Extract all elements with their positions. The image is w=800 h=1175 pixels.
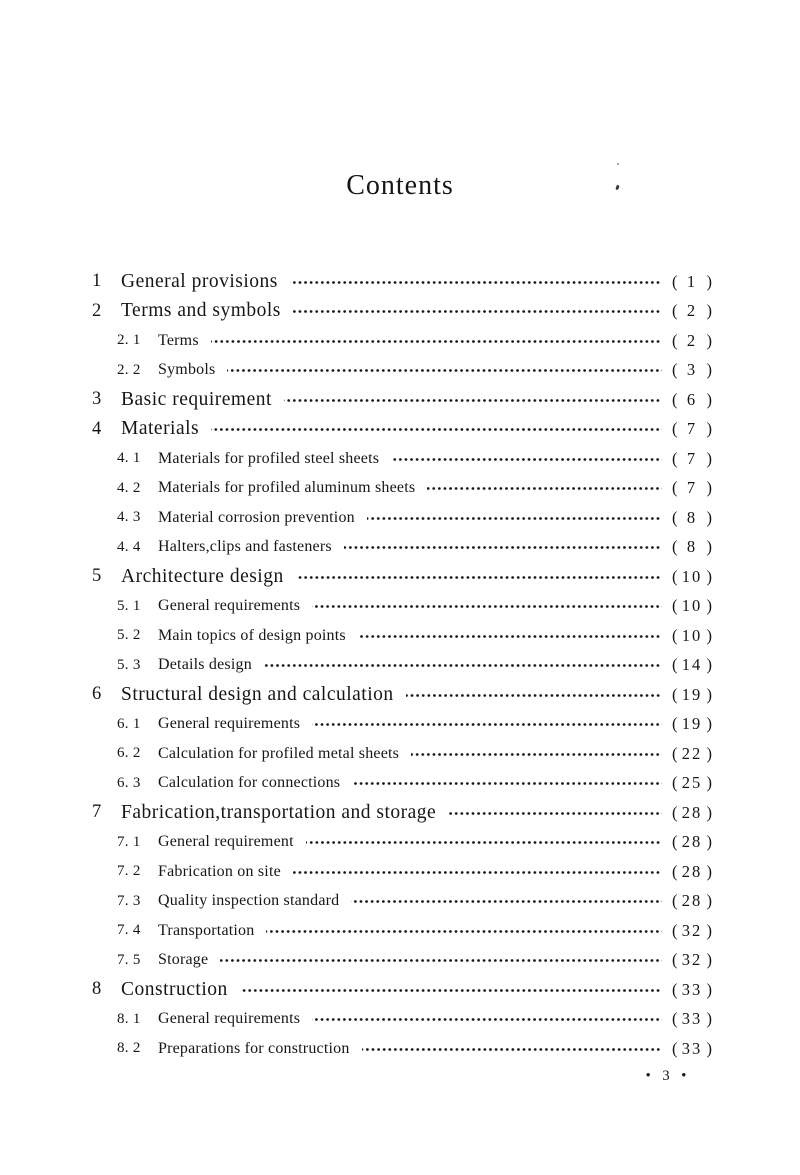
toc-entry-number: 6. 3 [117, 774, 141, 791]
toc-entry-page-number: ( 28 [681, 832, 703, 852]
toc-entry-number: 4 [92, 418, 102, 439]
toc-entry-label: Preparations for construction [158, 1039, 350, 1057]
toc-entry-page [672, 1039, 712, 1059]
toc-entry-number: 7 [92, 802, 102, 823]
toc-entry-number: 7. 1 [117, 833, 141, 850]
toc-entry [92, 533, 712, 563]
toc-entry-page-number: ( 1 [686, 271, 698, 291]
toc-entry-page [672, 419, 712, 439]
toc-entry-label: Storage [158, 951, 209, 969]
toc-entry-number: 2. 1 [117, 332, 141, 349]
toc-entry-label: Materials [121, 418, 200, 440]
toc-entry-page-number: ( 22 [681, 743, 703, 763]
toc-entry-label: Transportation [158, 921, 255, 939]
dot-leader [290, 281, 662, 284]
toc-entry-label: Architecture design [121, 565, 284, 587]
toc-entry-page-number: ( 2 [686, 330, 698, 350]
toc-entry [92, 474, 712, 504]
toc-entry-page-number: ( 14 [681, 655, 703, 675]
dot-leader [391, 458, 662, 461]
toc-entry-label: Halters,clips and fasteners [158, 538, 332, 556]
dot-leader [427, 487, 662, 490]
dot-leader [351, 900, 662, 903]
dot-leader [367, 517, 662, 520]
toc-entry-label: General requirements [158, 1010, 301, 1028]
toc-entry-number: 6. 1 [117, 715, 141, 732]
toc-entry-label: Fabrication,transportation and storage [121, 801, 437, 823]
dot-leader [358, 635, 662, 638]
toc-entry-number: 5. 1 [117, 597, 141, 614]
dot-leader [293, 310, 662, 313]
toc-entry-page-number: ( 33 [681, 979, 703, 999]
dot-leader [220, 959, 662, 962]
toc-entry-page-number: ( 19 [681, 714, 703, 734]
dot-leader [312, 723, 662, 726]
dot-leader [312, 605, 662, 608]
toc-entry [92, 444, 712, 474]
toc-entry-number: 3 [92, 389, 102, 410]
toc-entry-page-number: ( 7 [686, 419, 698, 439]
toc-entry-page [672, 891, 712, 911]
toc-entry-page-number: ( 8 [686, 507, 698, 527]
dot-leader [312, 1018, 662, 1021]
dot-leader [227, 369, 662, 372]
toc-entry [92, 297, 712, 327]
dot-leader [362, 1048, 662, 1051]
toc-entry-page-number: ( 33 [681, 1038, 703, 1058]
toc-entry-label: Calculation for connections [158, 774, 341, 792]
toc-entry-page-number: ( 10 [681, 566, 703, 586]
toc-entry [92, 916, 712, 946]
toc-entry-page-number: ( 25 [681, 773, 703, 793]
toc-entry-page-number: ( 3 [686, 360, 698, 380]
toc-entry-page-number: ( 19 [681, 684, 703, 704]
toc-entry-page [672, 980, 712, 1000]
toc-entry-page-number: ( 28 [681, 802, 703, 822]
toc-entry-page [672, 331, 712, 351]
toc-entry-number: 2. 2 [117, 361, 141, 378]
toc-entry-number: 5 [92, 566, 102, 587]
toc-entry [92, 562, 712, 592]
toc-entry-page [672, 803, 712, 823]
toc-entry-label: Material corrosion prevention [158, 508, 355, 526]
toc-entry-number: 4. 3 [117, 509, 141, 526]
toc-entry [92, 326, 712, 356]
dot-leader [211, 340, 662, 343]
toc-entry [92, 621, 712, 651]
toc-entry-label: Calculation for profiled metal sheets [158, 744, 400, 762]
dot-leader [296, 576, 662, 579]
toc-entry-page [672, 537, 712, 557]
toc-entry-number: 5. 3 [117, 656, 141, 673]
toc-entry-page-number: ( 33 [681, 1009, 703, 1029]
toc-entry-page [672, 567, 712, 587]
toc-entry-number: 4. 2 [117, 479, 141, 496]
toc-entry-number: 5. 2 [117, 627, 141, 644]
toc-entry-page-number: ( 7 [686, 478, 698, 498]
dot-leader [240, 989, 662, 992]
toc-entry-page-number: ( 32 [681, 920, 703, 940]
toc-entry [92, 651, 712, 681]
toc-entry-number: 6. 2 [117, 745, 141, 762]
toc-entry-number: 6 [92, 684, 102, 705]
page-number-footer: • 3 • [645, 1068, 691, 1084]
toc-entry-number: 7. 5 [117, 951, 141, 968]
toc-entry-number: 4. 1 [117, 450, 141, 467]
toc-entry [92, 798, 712, 828]
dot-leader [411, 753, 662, 756]
dot-leader [264, 664, 662, 667]
toc-entry-number: 7. 2 [117, 863, 141, 880]
toc-entry-page-number: ( 28 [681, 861, 703, 881]
toc-entry-page-number: ( 32 [681, 950, 703, 970]
dot-leader [448, 812, 662, 815]
toc-entry [92, 592, 712, 622]
toc-entry-label: General requirement [158, 833, 294, 851]
toc-entry [92, 503, 712, 533]
toc-entry [92, 828, 712, 858]
toc-entry-page-number: ( 10 [681, 596, 703, 616]
toc-entry-page [672, 626, 712, 646]
toc-entry [92, 267, 712, 297]
toc-entry [92, 887, 712, 917]
dot-leader [306, 841, 662, 844]
toc-entry-label: Basic requirement [121, 388, 272, 410]
toc-entry-label: General requirements [158, 715, 301, 733]
toc-entry-label: Fabrication on site [158, 862, 281, 880]
dot-leader [266, 930, 662, 933]
toc-entry-page-number: ( 7 [686, 448, 698, 468]
toc-entry [92, 857, 712, 887]
toc-entry-number: 7. 4 [117, 922, 141, 939]
toc-entry [92, 385, 712, 415]
page-title: Contents [346, 170, 454, 201]
toc-entry-page [672, 832, 712, 852]
toc-entry [92, 769, 712, 799]
toc-entry-number: 8. 1 [117, 1010, 141, 1027]
toc-entry [92, 680, 712, 710]
toc-entry-page [672, 301, 712, 321]
toc-entry-label: Terms [158, 331, 199, 349]
scan-speck [617, 163, 619, 165]
dot-leader [406, 694, 662, 697]
toc-entry-page [672, 714, 712, 734]
toc-entry [92, 1005, 712, 1035]
dot-leader [211, 428, 662, 431]
toc-entry-page [672, 390, 712, 410]
toc-entry-page [672, 950, 712, 970]
toc-entry-number: 2 [92, 300, 102, 321]
toc-entry [92, 975, 712, 1005]
toc-entry-number: 4. 4 [117, 538, 141, 555]
toc-entry-page [672, 862, 712, 882]
toc-entry-page [672, 655, 712, 675]
toc-entry-page [672, 773, 712, 793]
toc-entry-page [672, 272, 712, 292]
toc-entry-page-number: ( 6 [686, 389, 698, 409]
toc-entry [92, 710, 712, 740]
toc-entry [92, 739, 712, 769]
toc-entry-label: Materials for profiled steel sheets [158, 449, 380, 467]
dot-leader [344, 546, 662, 549]
toc-entry-label: Symbols [158, 361, 216, 379]
toc-entry-label: General requirements [158, 597, 301, 615]
toc-entry-number: 7. 3 [117, 892, 141, 909]
toc-list [92, 267, 712, 1064]
toc-entry [92, 946, 712, 976]
toc-entry-page-number: ( 2 [686, 301, 698, 321]
toc-entry [92, 356, 712, 386]
toc-entry-label: Construction [121, 978, 228, 1000]
toc-entry-page-number: ( 10 [681, 625, 703, 645]
toc-entry-number: 8. 2 [117, 1040, 141, 1057]
toc-entry-page-number: ( 8 [686, 537, 698, 557]
toc-entry-page [672, 360, 712, 380]
toc-entry-page [672, 685, 712, 705]
toc-entry-page [672, 508, 712, 528]
toc-entry-page-number: ( 28 [681, 891, 703, 911]
toc-entry-label: Structural design and calculation [121, 683, 394, 705]
dot-leader [293, 871, 662, 874]
toc-entry-label: Materials for profiled aluminum sheets [158, 479, 416, 497]
toc-entry-label: General provisions [121, 270, 278, 292]
dot-leader [284, 399, 662, 402]
toc-entry [92, 1034, 712, 1064]
toc-entry-page [672, 596, 712, 616]
toc-entry-page [672, 744, 712, 764]
toc-entry-label: Quality inspection standard [158, 892, 340, 910]
toc-entry-number: 8 [92, 979, 102, 1000]
toc-entry-label: Details design [158, 656, 252, 674]
toc-entry-number: 1 [92, 271, 102, 292]
toc-entry-label: Main topics of design points [158, 626, 346, 644]
toc-entry-page [672, 921, 712, 941]
toc-entry-page [672, 449, 712, 469]
toc-entry [92, 415, 712, 445]
toc-entry-label: Terms and symbols [121, 300, 281, 322]
dot-leader [352, 782, 662, 785]
toc-entry-page [672, 478, 712, 498]
toc-entry-page [672, 1009, 712, 1029]
